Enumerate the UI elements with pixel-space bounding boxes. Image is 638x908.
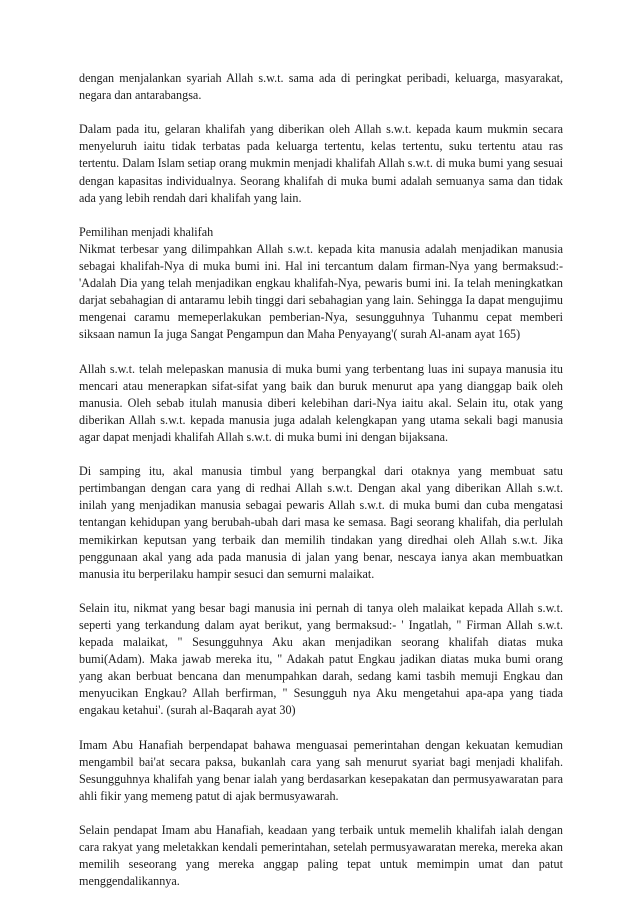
paragraph-imam-abu-hanafiah: Imam Abu Hanafiah berpendapat bahawa menguasai pemerintahan dengan kekuatan kemudian mengambil bai'at secara paksa, bukanlah cara yang sah menurut syariat bagi menjadi khalifah. Sesungguhnya khalifah yang benar ialah yang berdasarkan kesepakatan dan permusyawaratan para ahli fikir yang memeng patut di ajak bermusyawarah. (79, 737, 563, 803)
paragraph-akal: Allah s.w.t. telah melepaskan manusia di muka bumi yang terbentang luas ini supaya manusia itu mencari atau menerapkan sifat-sifat yang baik dan buruk menurut apa yang dianggap baik oleh manusia. Oleh sebab itulah manusia diberi kelebihan dari-Nya iaitu akal. Selain itu, otak yang diberikan Allah s.w.t. kepada manusia juga adalah kelengkapan yang utama sekali bagi manusia agar dapat menjadi khalifah Allah s.w.t. di muka bumi ini dengan bijaksana. (79, 361, 563, 444)
paragraph-malaikat: Selain itu, nikmat yang besar bagi manusia ini pernah di tanya oleh malaikat kepada Allah s.w.t. seperti yang terkandung dalam ayat berikut, yang bermaksud:- ' Ingatlah, " Firman Allah s.w.t. kepada malaikat, " Sesungguhnya Aku akan menjadikan seorang khalifah diatas muka bumi(Adam). Maka jawab mereka itu, " Adakah patut Engkau jadikan diatas muka bumi orang yang akan berbuat bencana dan menumpahkan darah, sedang kami tasbih memuji Engkau dan menyucikan Engkau? Allah berfirman, " Sesungguh nya Aku mengetahui apa-apa yang tiada engakau ketahui'. (surah al-Baqarah ayat 30) (79, 600, 563, 718)
document-page (79, 70, 563, 908)
paragraph-selain-pendapat: Selain pendapat Imam abu Hanafiah, keadaan yang terbaik untuk memelih khalifah ialah dengan cara rakyat yang meletakkan kendali pemerintahan, setelah permusyawaratan mereka, mereka akan memilih seseorang yang mereka anggap paling tepat untuk memimpin umat dan patut menggendalikannya. (79, 823, 563, 889)
paragraph-khalifah-gelaran: Dalam pada itu, gelaran khalifah yang diberikan oleh Allah s.w.t. kepada kaum mukmin secara menyeluruh iaitu tidak terbatas pada keluarga tertentu, kelas tertentu, suku tertentu atau ras tertentu. Dalam Islam setiap orang mukmin menjadi khalifah Allah s.w.t. di muka bumi yang sesuai dengan kapasitas individualnya. Seorang khalifah di muka bumi adalah semuanya sama dan tidak ada yang lebih rendah dari khalifah yang lain. (79, 122, 563, 205)
section-heading-pemilihan: Pemilihan menjadi khalifah (79, 224, 214, 239)
paragraph-intro: dengan menjalankan syariah Allah s.w.t. sama ada di peringkat peribadi, keluarga, masyarakat, negara dan antarabangsa. (79, 71, 563, 103)
paragraph-nikmat-terbesar: Nikmat terbesar yang dilimpahkan Allah s.w.t. kepada kita manusia adalah menjadikan manusia sebagai khalifah-Nya di muka bumi ini. Hal ini tercantum dalam firman-Nya yang bermaksud:- 'Adalah Dia yang telah menjadikan engkau khalifah-Nya, pewaris bumi ini. Ia telah meningkatkan darjat sebahagian di antaramu lebih tinggi dari sebahagian yang lain. Sehingga Ia dapat mengujimu mengenai caramu memeperlakukan pemberian-Nya, sesungguhnya Tuhanmu cepat memberi siksaan namun Ia juga Sangat Pengampun dan Maha Penyayang'( surah Al-anam ayat 165) (79, 241, 563, 342)
paragraph-di-samping-itu: Di samping itu, akal manusia timbul yang berpangkal dari otaknya yang membuat satu pertimbangan dengan cara yang di redhai Allah s.w.t. Dengan akal yang diberikan Allah s.w.t. inilah yang menjadikan manusia sebagai pewaris Allah s.w.t. di muka bumi dan cuba mengatasi tentangan kehidupan yang berubah-ubah dari masa ke semasa. Bagi seorang khalifah, dia perlulah memikirkan keputsan yang terbaik dan memilih tindakan yang diredhai oleh Allah s.w.t. Jika penggunaan akal yang ada pada manusia di jalan yang benar, nescaya ianya akan membuatkan manusia itu berperilaku hampir sesuci dan semurni malaikat. (79, 464, 563, 581)
